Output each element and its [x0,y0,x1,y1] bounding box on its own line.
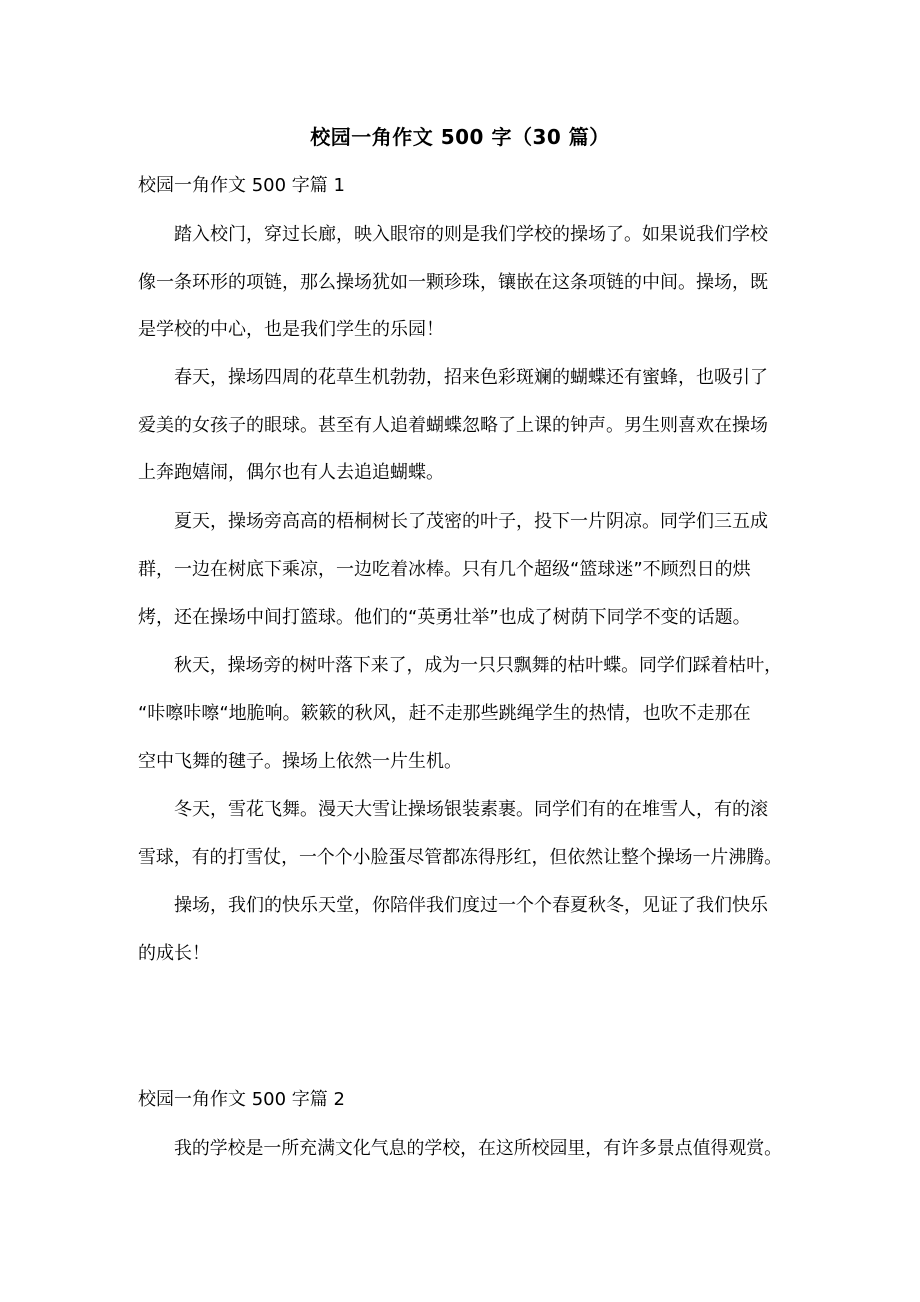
paragraph-line: 群，一边在树底下乘凉，一边吃着冰棒。只有几个超级“篮球迷”不顾烈日的烘 [138,559,751,580]
paragraph-line: 爱美的女孩子的眼球。甚至有人追着蝴蝶忽略了上课的钟声。男生则喜欢在操场 [138,415,768,436]
paragraph-line: 踏入校门，穿过长廊，映入眼帘的则是我们学校的操场了。如果说我们学校 [174,224,768,245]
paragraph-line: 空中飞舞的毽子。操场上依然一片生机。 [138,751,462,772]
paragraph-line: 秋天，操场旁的树叶落下来了，成为一只只飘舞的枯叶蝶。同学们踩着枯叶， [174,655,783,676]
paragraph-line: 春天，操场四周的花草生机勃勃，招来色彩斑斓的蝴蝶还有蜜蜂，也吸引了 [174,367,768,388]
paragraph-line: 夏天，操场旁高高的梧桐树长了茂密的叶子，投下一片阴凉。同学们三五成 [174,511,768,532]
paragraph-line: 上奔跑嬉闹，偶尔也有人去追追蝴蝶。 [138,462,444,483]
paragraph-line: “咔嚓咔嚓“地脆响。簌簌的秋风，赶不走那些跳绳学生的热情，也吹不走那在 [138,703,751,724]
paragraph-line: 像一条环形的项链，那么操场犹如一颗珍珠，镶嵌在这条项链的中间。操场，既 [138,272,768,293]
paragraph-line: 是学校的中心，也是我们学生的乐园！ [138,319,444,340]
paragraph-line: 烤，还在操场中间打篮球。他们的“英勇壮举”也成了树荫下同学不变的话题。 [138,607,751,628]
paragraph-line: 我的学校是一所充满文化气息的学校，在这所校园里，有许多景点值得观赏。 [174,1138,783,1159]
paragraph-line: 操场，我们的快乐天堂，你陪伴我们度过一个个春夏秋冬，见证了我们快乐 [174,895,768,916]
section-heading: 校园一角作文 500 字篇 2 [138,1089,345,1110]
section-heading: 校园一角作文 500 字篇 1 [138,175,345,196]
document-title: 校园一角作文 500 字（30 篇） [310,125,610,149]
paragraph-line: 冬天，雪花飞舞。漫天大雪让操场银装素裹。同学们有的在堆雪人，有的滚 [174,799,768,820]
paragraph-line: 的成长！ [138,943,210,964]
paragraph-line: 雪球，有的打雪仗，一个个小脸蛋尽管都冻得彤红，但依然让整个操场一片沸腾。 [138,847,782,868]
